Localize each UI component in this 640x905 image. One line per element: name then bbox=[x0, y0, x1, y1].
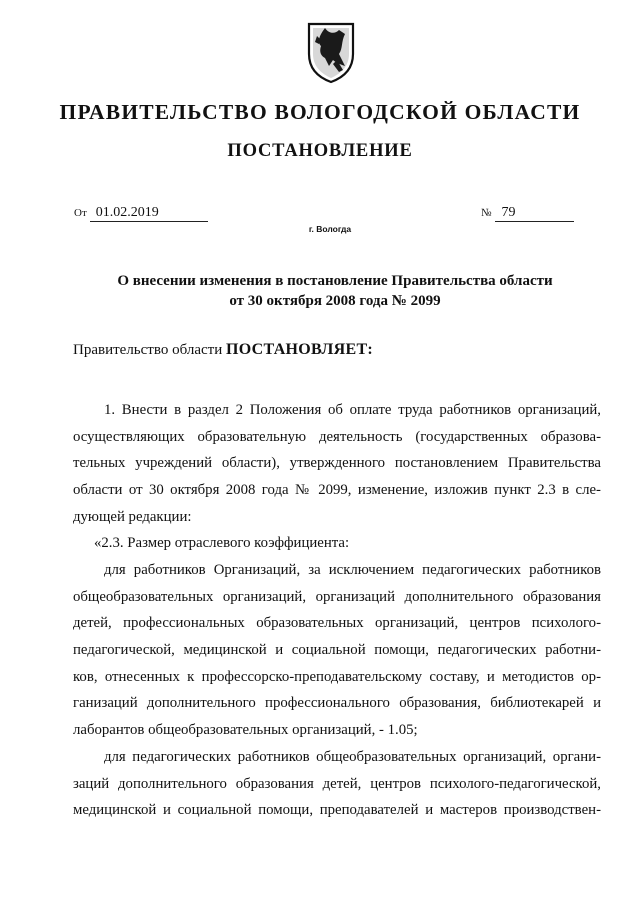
date-label: От bbox=[74, 207, 87, 219]
document-date bbox=[74, 205, 208, 222]
text-line: осуществляющих образовательную деятельность (государственных образова- bbox=[73, 428, 601, 445]
resolves-keyword: ПОСТАНОВЛЯЕТ: bbox=[225, 341, 374, 358]
document-number bbox=[481, 205, 574, 222]
number-label: № bbox=[481, 207, 492, 219]
text-line: «2.3. Размер отраслевого коэффициента: bbox=[94, 535, 350, 551]
subject-line: О внесении изменения в постановление Правительства области bbox=[117, 273, 553, 289]
text-line: медицинской и социальной помощи, преподавателей и мастеров производствен- bbox=[73, 802, 601, 819]
city-label: г. Вологда bbox=[308, 224, 352, 234]
text-line: педагогической, медицинской и социальной помощи, педагогических работни- bbox=[73, 642, 601, 659]
paragraph-2 bbox=[73, 530, 601, 557]
subject-line: от 30 октября 2008 года № 2099 bbox=[229, 293, 441, 309]
text-line: лаборантов общеобразовательных организаций, - 1.05; bbox=[73, 722, 418, 739]
number-value: 79 bbox=[495, 205, 574, 222]
text-line: для работников Организаций, за исключением педагогических работников bbox=[104, 562, 601, 578]
text-line: дующей редакции: bbox=[73, 508, 192, 525]
text-line: детей, профессиональных образовательных организаций, центров психолого- bbox=[73, 615, 601, 632]
text-line: 1. Внести в раздел 2 Положения об оплате труда работников организаций, bbox=[104, 402, 601, 418]
text-line: тельных учреждений области), утвержденного постановлением Правительства bbox=[73, 455, 601, 472]
government-title: ПРАВИТЕЛЬСТВО ВОЛОГОДСКОЙ ОБЛАСТИ bbox=[59, 100, 581, 124]
resolves-prefix: Правительство области bbox=[73, 342, 223, 358]
document-type: ПОСТАНОВЛЕНИЕ bbox=[227, 141, 413, 161]
text-line: ганизаций дополнительного профессионального образования, библиотекарей и bbox=[73, 695, 601, 712]
date-value: 01.02.2019 bbox=[90, 205, 208, 222]
paragraph-3 bbox=[73, 557, 601, 744]
text-line: ков, отнесенных к профессорско-преподавательскому составу, и методистов ор- bbox=[73, 668, 601, 685]
resolves-line bbox=[73, 341, 373, 359]
paragraph-1 bbox=[73, 397, 601, 530]
text-line: области от 30 октября 2008 года № 2099, изменение, изложив пункт 2.3 в сле- bbox=[73, 482, 601, 499]
vologda-coat-of-arms-icon bbox=[299, 20, 363, 84]
document-subject bbox=[60, 271, 610, 311]
paragraph-4 bbox=[73, 744, 601, 824]
text-line: заций дополнительного образования детей, центров психолого-педагогической, bbox=[73, 775, 601, 792]
text-line: общеобразовательных организаций, организаций дополнительного образования bbox=[73, 588, 601, 605]
text-line: для педагогических работников общеобразовательных организаций, органи- bbox=[104, 749, 601, 765]
